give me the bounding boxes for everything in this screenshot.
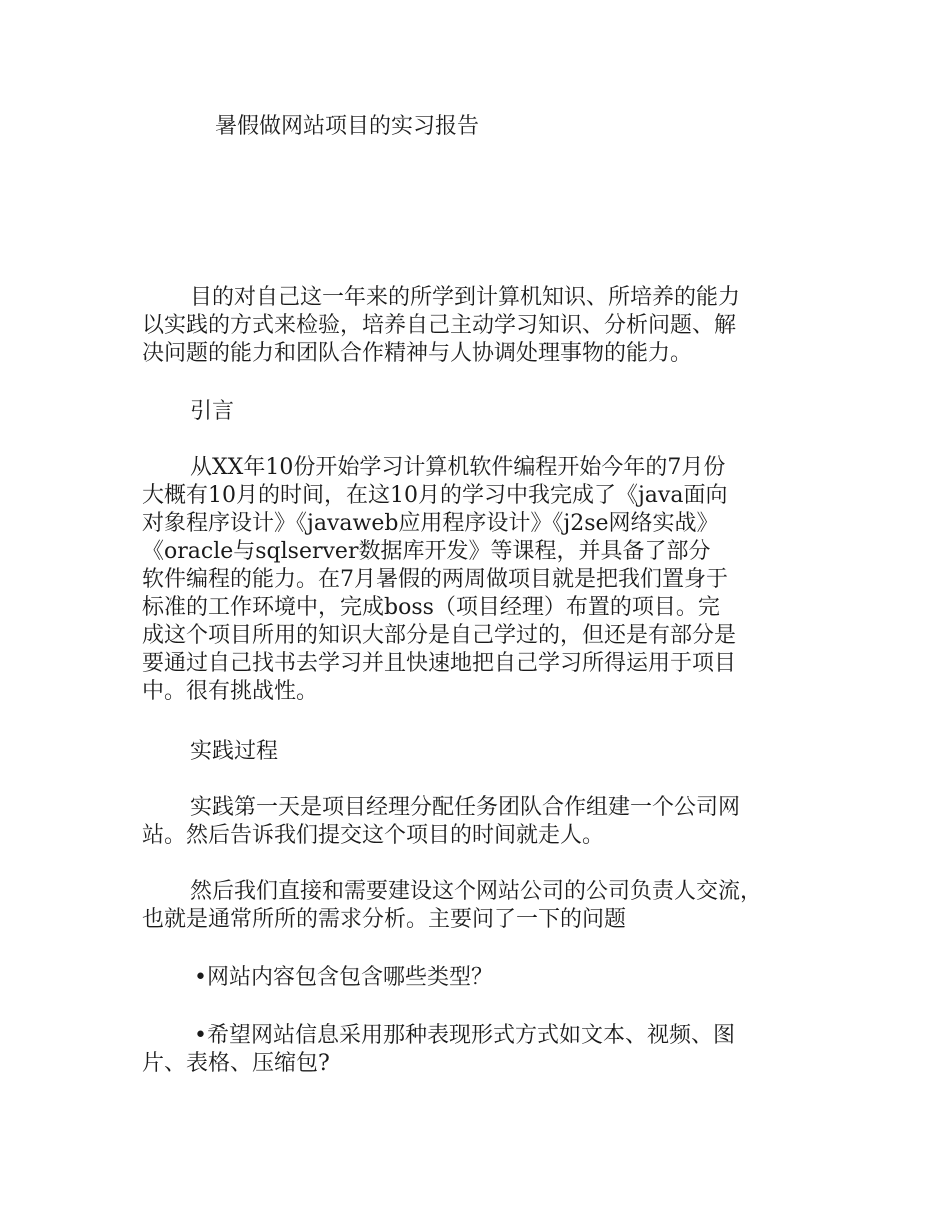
paragraph-line: •网站内容包含包含哪些类型？ [194,965,493,990]
paragraph-line: 目的对自己这一年来的所学到计算机知识、所培养的能力 [190,285,741,310]
document-title: 暑假做网站项目的实习报告 [215,114,480,139]
paragraph-line: 标准的工作环境中，完成boss（项目经理）布置的项目。完 [142,595,720,620]
paragraph-line: 从XX年10份开始学习计算机软件编程开始今年的7月份 [190,455,726,480]
paragraph-line: 实践第一天是项目经理分配任务团队合作组建一个公司网 [190,795,741,820]
bullet-item [142,1022,832,1078]
paragraph-line: 对象程序设计》《javaweb应用程序设计》《j2se网络实战》 [142,511,719,536]
paragraph-line: 以实践的方式来检验，培养自己主动学习知识、分析问题、解 [142,313,737,338]
paragraph-line: 要通过自己找书去学习并且快速地把自己学习所得运用于项目 [142,651,737,676]
purpose-paragraph [142,284,832,368]
bullet-item [142,964,832,992]
paragraph-line: 决问题的能力和团队合作精神与人协调处理事物的能力。 [142,341,693,366]
practice-paragraph-2 [142,878,832,934]
paragraph-line: 软件编程的能力。在7月暑假的两周做项目就是把我们置身于 [142,567,728,592]
practice-paragraph-1 [142,794,832,850]
intro-heading: 引言 [190,399,235,424]
intro-paragraph [142,454,832,706]
paragraph-line: 然后我们直接和需要建设这个网站公司的公司负责人交流， [190,879,763,904]
paragraph-line: •希望网站信息采用那种表现形式方式如文本、视频、图 [194,1023,735,1048]
paragraph-line: 大概有10月的时间，在这10月的学习中我完成了《java面向 [142,483,728,508]
paragraph-line: 站。然后告诉我们提交这个项目的时间就走人。 [142,823,605,848]
paragraph-line: 片、表格、压缩包? [142,1051,330,1076]
paragraph-line: 《oracle与sqlserver数据库开发》等课程，并具备了部分 [142,539,711,564]
paragraph-line: 中。很有挑战性。 [142,679,319,704]
paragraph-line: 成这个项目所用的知识大部分是自己学过的，但还是有部分是 [142,623,737,648]
practice-heading: 实践过程 [190,739,279,764]
paragraph-line: 也就是通常所所的需求分析。主要问了一下的问题 [142,907,627,932]
